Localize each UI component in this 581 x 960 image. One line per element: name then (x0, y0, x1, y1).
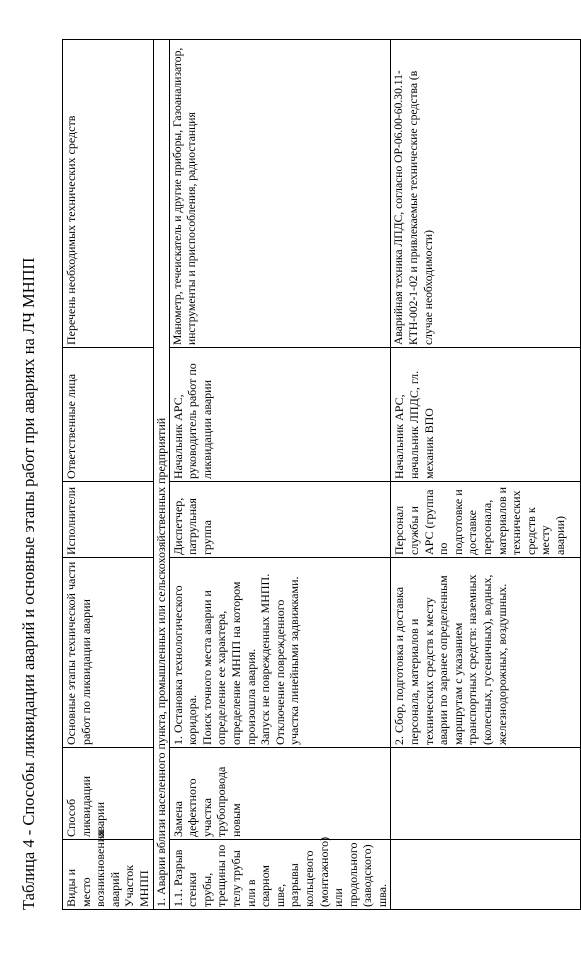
section-row (153, 40, 169, 910)
cell-equipment: Манометр, течеискатель и другие приборы, Газоанализатор, инструменты и приспособления, радиостанция (169, 40, 391, 348)
cell-executors: Диспетчер, патрульная группа (169, 482, 391, 558)
section-title: 1. Аварии вблизи населенного пункта, промышленных или сельскохозяйственных предприятий (153, 40, 169, 910)
cell-responsible: Начальник АРС, начальник ЛПДС, гл. механик ВПО (391, 348, 581, 482)
column-header-method: Способ ликвидации аварии (63, 748, 154, 840)
table-row (169, 40, 391, 910)
cell-responsible: Начальник АРС, руководитель работ по ликвидации аварии (169, 348, 391, 482)
cell-executors: Персонал службы и АРС (группа по подготовке и доставке персонала, материалов и технических средств к месту аварии) (391, 482, 581, 558)
table-caption: Таблица 4 - Способы ликвидации аварий и основные этапы работ при авариях на ЛЧ МНПП (19, 257, 38, 910)
column-header-types: Виды и место возникновения аварий Участок МНПП (63, 840, 154, 910)
stage-line: 1. Остановка технологического коридора. (170, 585, 200, 745)
table-row (391, 40, 581, 910)
cell-method (391, 748, 581, 840)
stage-line: Запуск не поврежденных МНПП. (258, 573, 273, 745)
cell-equipment: Аварийная техника ЛПДС, согласно ОР-06.00-60.30.11-КТН-002-1-02 и привлекаемые технические средства (в случае необходимости) (391, 40, 581, 348)
stage-line: Поиск точного места аварии и определение ее характера, определение МНПП на котором произошла авария. (199, 581, 258, 745)
cell-stages (169, 558, 391, 748)
stage-line: 2. Сбор, подготовка и доставка персонала, материалов и технических средств к месту аварии по заранее определенным маршрутам с указанием транспортных средств: наземных (колесных, гусеничных), водных, железнодорожных, воздушных. (392, 574, 509, 745)
stage-line: Отключение поврежденного участка линейными задвижками. (272, 576, 302, 745)
cell-stages (391, 558, 581, 748)
accident-methods-table (62, 39, 581, 910)
cell-types: 1.1. Разрыв стенки трубы, трещины по телу трубы или в сварном шве, разрывы кольцевого (монтажного) или продольного (заводского) шва. (169, 840, 391, 910)
column-header-responsible: Ответственные лица (63, 348, 154, 482)
cell-types (391, 840, 581, 910)
header-row (63, 40, 154, 910)
column-header-executors: Исполнители (63, 482, 154, 558)
column-header-equipment: Перечень необходимых технических средств (63, 40, 154, 348)
cell-method: Замена дефектного участка трубопровода новым (169, 748, 391, 840)
column-header-stages: Основные этапы технической части работ по ликвидации аварии (63, 558, 154, 748)
